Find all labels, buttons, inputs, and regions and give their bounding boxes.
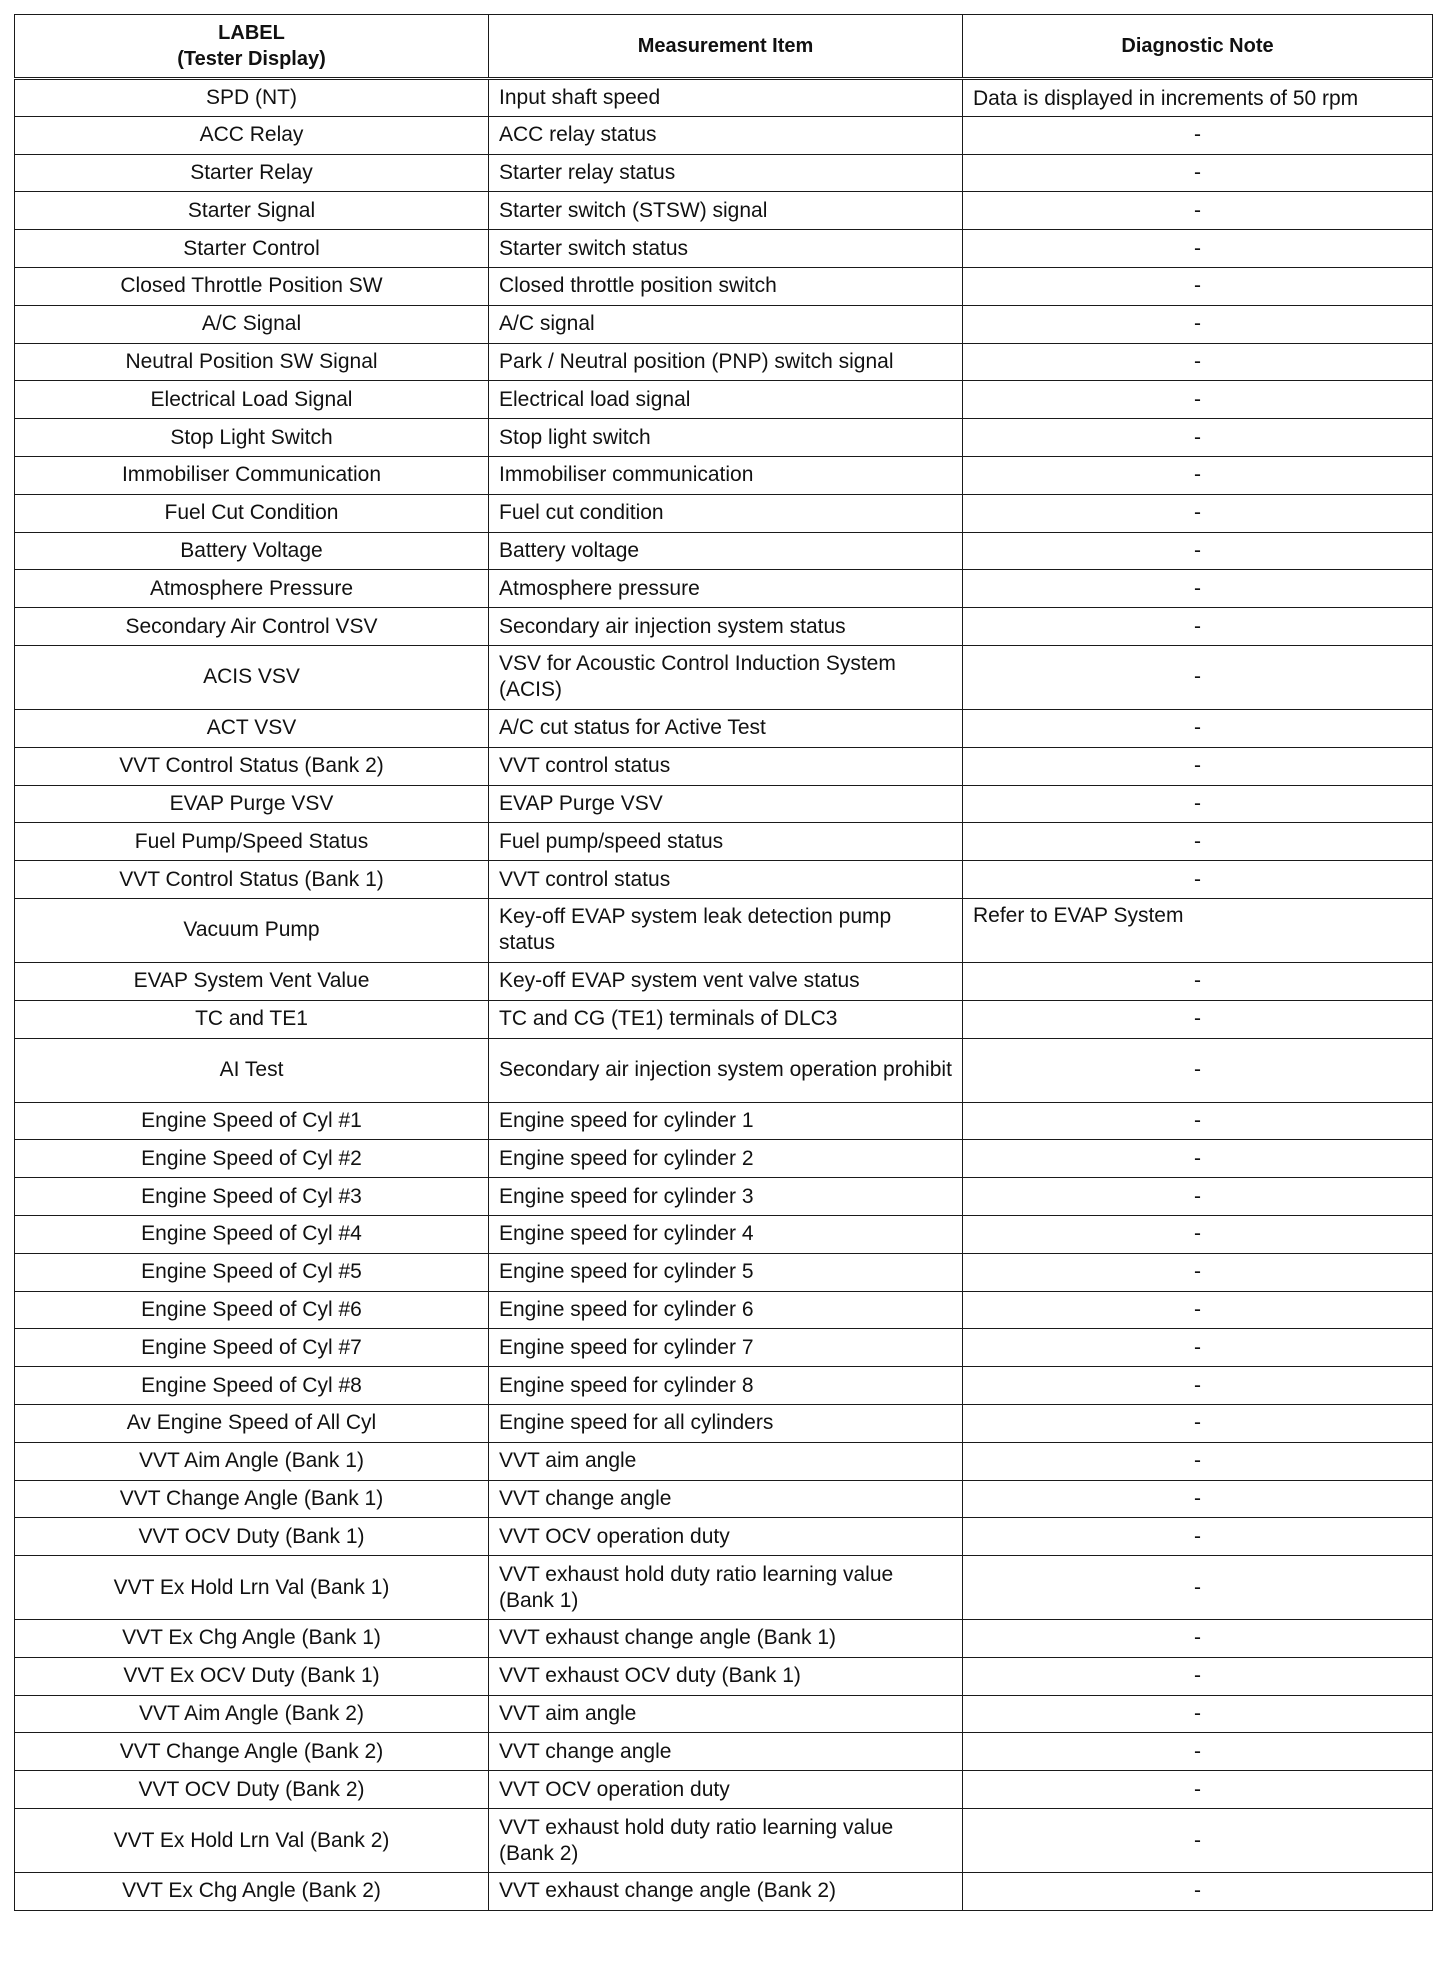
cell-measurement-item: VSV for Acoustic Control Induction System (ACIS) [489, 645, 963, 709]
table-row [15, 1657, 1433, 1695]
cell-diagnostic-note: - [963, 608, 1433, 646]
cell-measurement-item: Engine speed for cylinder 2 [489, 1140, 963, 1178]
cell-diagnostic-note: - [963, 1873, 1433, 1911]
cell-diagnostic-note: - [963, 1000, 1433, 1038]
cell-label: VVT Change Angle (Bank 2) [15, 1733, 489, 1771]
table-row [15, 1404, 1433, 1442]
cell-label: VVT Control Status (Bank 2) [15, 747, 489, 785]
cell-measurement-item: Atmosphere pressure [489, 570, 963, 608]
cell-measurement-item: Park / Neutral position (PNP) switch signal [489, 343, 963, 381]
cell-diagnostic-note: - [963, 1367, 1433, 1405]
cell-label: VVT Aim Angle (Bank 1) [15, 1442, 489, 1480]
cell-diagnostic-note: - [963, 861, 1433, 899]
cell-label: Engine Speed of Cyl #1 [15, 1102, 489, 1140]
cell-measurement-item: Engine speed for cylinder 4 [489, 1215, 963, 1253]
cell-diagnostic-note: - [963, 1518, 1433, 1556]
cell-label: ACC Relay [15, 116, 489, 154]
cell-diagnostic-note: - [963, 192, 1433, 230]
table-row [15, 1038, 1433, 1102]
cell-diagnostic-note: - [963, 1140, 1433, 1178]
table-row [15, 898, 1433, 962]
cell-label: Starter Signal [15, 192, 489, 230]
cell-diagnostic-note: - [963, 1771, 1433, 1809]
cell-measurement-item: Engine speed for cylinder 8 [489, 1367, 963, 1405]
cell-diagnostic-note: - [963, 645, 1433, 709]
cell-label: VVT Ex Chg Angle (Bank 2) [15, 1873, 489, 1911]
cell-measurement-item: VVT exhaust change angle (Bank 2) [489, 1873, 963, 1911]
cell-label: VVT OCV Duty (Bank 1) [15, 1518, 489, 1556]
table-row [15, 79, 1433, 117]
cell-label: Electrical Load Signal [15, 381, 489, 419]
cell-label: Atmosphere Pressure [15, 570, 489, 608]
cell-measurement-item: Secondary air injection system operation prohibit [489, 1038, 963, 1102]
table-row [15, 494, 1433, 532]
cell-measurement-item: VVT change angle [489, 1733, 963, 1771]
table-row [15, 1442, 1433, 1480]
cell-label: VVT Control Status (Bank 1) [15, 861, 489, 899]
data-list-sheet [14, 14, 1432, 1911]
cell-label: EVAP System Vent Value [15, 962, 489, 1000]
cell-diagnostic-note: - [963, 1733, 1433, 1771]
cell-measurement-item: Engine speed for cylinder 5 [489, 1253, 963, 1291]
table-row [15, 116, 1433, 154]
cell-measurement-item: Starter switch status [489, 230, 963, 268]
table-row [15, 747, 1433, 785]
cell-label: Av Engine Speed of All Cyl [15, 1404, 489, 1442]
table-row [15, 305, 1433, 343]
cell-diagnostic-note: - [963, 1442, 1433, 1480]
cell-measurement-item: Key-off EVAP system leak detection pump status [489, 898, 963, 962]
table-row [15, 1102, 1433, 1140]
cell-diagnostic-note: - [963, 116, 1433, 154]
table-row [15, 267, 1433, 305]
cell-diagnostic-note: - [963, 1809, 1433, 1873]
table-row [15, 1518, 1433, 1556]
cell-label: TC and TE1 [15, 1000, 489, 1038]
table-row [15, 1873, 1433, 1911]
cell-diagnostic-note: - [963, 1291, 1433, 1329]
table-row [15, 962, 1433, 1000]
cell-diagnostic-note: - [963, 785, 1433, 823]
cell-measurement-item: Stop light switch [489, 419, 963, 457]
cell-label: VVT Ex OCV Duty (Bank 1) [15, 1657, 489, 1695]
table-row [15, 154, 1433, 192]
cell-label: Starter Relay [15, 154, 489, 192]
table-row [15, 608, 1433, 646]
cell-measurement-item: Secondary air injection system status [489, 608, 963, 646]
cell-label: VVT Ex Hold Lrn Val (Bank 2) [15, 1809, 489, 1873]
table-header [15, 15, 1433, 79]
table-row [15, 1480, 1433, 1518]
cell-label: VVT Change Angle (Bank 1) [15, 1480, 489, 1518]
cell-diagnostic-note: - [963, 1329, 1433, 1367]
cell-measurement-item: Key-off EVAP system vent valve status [489, 962, 963, 1000]
table-row [15, 1291, 1433, 1329]
cell-diagnostic-note: - [963, 305, 1433, 343]
cell-diagnostic-note: - [963, 1657, 1433, 1695]
cell-measurement-item: VVT exhaust OCV duty (Bank 1) [489, 1657, 963, 1695]
cell-diagnostic-note: - [963, 154, 1433, 192]
cell-diagnostic-note: - [963, 1404, 1433, 1442]
cell-diagnostic-note: - [963, 1038, 1433, 1102]
table-row [15, 1000, 1433, 1038]
cell-label: EVAP Purge VSV [15, 785, 489, 823]
cell-measurement-item: Engine speed for all cylinders [489, 1404, 963, 1442]
cell-measurement-item: Engine speed for cylinder 7 [489, 1329, 963, 1367]
cell-label: SPD (NT) [15, 79, 489, 117]
table-row [15, 1329, 1433, 1367]
cell-measurement-item: Engine speed for cylinder 6 [489, 1291, 963, 1329]
cell-measurement-item: VVT aim angle [489, 1695, 963, 1733]
cell-label: Engine Speed of Cyl #8 [15, 1367, 489, 1405]
table-row [15, 785, 1433, 823]
cell-diagnostic-note: - [963, 494, 1433, 532]
cell-label: Closed Throttle Position SW [15, 267, 489, 305]
table-row [15, 381, 1433, 419]
cell-measurement-item: VVT exhaust hold duty ratio learning value (Bank 1) [489, 1556, 963, 1620]
cell-diagnostic-note: - [963, 570, 1433, 608]
cell-label: Engine Speed of Cyl #7 [15, 1329, 489, 1367]
table-row [15, 823, 1433, 861]
cell-diagnostic-note: - [963, 230, 1433, 268]
cell-diagnostic-note: - [963, 532, 1433, 570]
cell-label: Engine Speed of Cyl #6 [15, 1291, 489, 1329]
table-row [15, 861, 1433, 899]
table-row [15, 1215, 1433, 1253]
cell-label: Engine Speed of Cyl #5 [15, 1253, 489, 1291]
cell-label: Vacuum Pump [15, 898, 489, 962]
cell-measurement-item: VVT change angle [489, 1480, 963, 1518]
cell-diagnostic-note: - [963, 1102, 1433, 1140]
cell-label: AI Test [15, 1038, 489, 1102]
cell-label: Stop Light Switch [15, 419, 489, 457]
cell-measurement-item: TC and CG (TE1) terminals of DLC3 [489, 1000, 963, 1038]
cell-label: Engine Speed of Cyl #2 [15, 1140, 489, 1178]
cell-label: Immobiliser Communication [15, 456, 489, 494]
header-label [15, 15, 489, 79]
table-row [15, 1556, 1433, 1620]
header-label-line1: LABEL [218, 22, 285, 44]
cell-diagnostic-note: - [963, 709, 1433, 747]
cell-label: Fuel Cut Condition [15, 494, 489, 532]
header-row [15, 15, 1433, 79]
cell-label: VVT Ex Chg Angle (Bank 1) [15, 1620, 489, 1658]
cell-diagnostic-note: - [963, 962, 1433, 1000]
table-row [15, 1178, 1433, 1216]
cell-label: Secondary Air Control VSV [15, 608, 489, 646]
cell-measurement-item: Starter switch (STSW) signal [489, 192, 963, 230]
cell-label: Starter Control [15, 230, 489, 268]
data-list-table [14, 14, 1433, 1911]
cell-measurement-item: VVT aim angle [489, 1442, 963, 1480]
table-row [15, 343, 1433, 381]
cell-label: VVT Aim Angle (Bank 2) [15, 1695, 489, 1733]
cell-diagnostic-note: - [963, 747, 1433, 785]
cell-label: Battery Voltage [15, 532, 489, 570]
cell-diagnostic-note: - [963, 1215, 1433, 1253]
table-row [15, 709, 1433, 747]
table-row [15, 192, 1433, 230]
cell-measurement-item: Engine speed for cylinder 3 [489, 1178, 963, 1216]
cell-measurement-item: ACC relay status [489, 116, 963, 154]
cell-label: VVT OCV Duty (Bank 2) [15, 1771, 489, 1809]
cell-measurement-item: Input shaft speed [489, 79, 963, 117]
cell-diagnostic-note: - [963, 1253, 1433, 1291]
table-row [15, 1733, 1433, 1771]
cell-label: Engine Speed of Cyl #4 [15, 1215, 489, 1253]
cell-measurement-item: A/C cut status for Active Test [489, 709, 963, 747]
cell-measurement-item: Engine speed for cylinder 1 [489, 1102, 963, 1140]
cell-measurement-item: Immobiliser communication [489, 456, 963, 494]
table-row [15, 645, 1433, 709]
cell-measurement-item: VVT control status [489, 861, 963, 899]
cell-measurement-item: Closed throttle position switch [489, 267, 963, 305]
cell-label: Fuel Pump/Speed Status [15, 823, 489, 861]
cell-label: Neutral Position SW Signal [15, 343, 489, 381]
table-row [15, 1771, 1433, 1809]
header-diagnostic-note: Diagnostic Note [963, 15, 1433, 79]
cell-measurement-item: Fuel pump/speed status [489, 823, 963, 861]
cell-measurement-item: Electrical load signal [489, 381, 963, 419]
cell-diagnostic-note: - [963, 456, 1433, 494]
cell-measurement-item: VVT OCV operation duty [489, 1518, 963, 1556]
table-row [15, 419, 1433, 457]
cell-diagnostic-note: - [963, 381, 1433, 419]
cell-measurement-item: Starter relay status [489, 154, 963, 192]
cell-diagnostic-note: - [963, 1556, 1433, 1620]
cell-measurement-item: Fuel cut condition [489, 494, 963, 532]
table-row [15, 570, 1433, 608]
cell-diagnostic-note: - [963, 823, 1433, 861]
table-row [15, 1253, 1433, 1291]
cell-measurement-item: VVT exhaust hold duty ratio learning value (Bank 2) [489, 1809, 963, 1873]
cell-diagnostic-note: Data is displayed in increments of 50 rpm [963, 79, 1433, 117]
cell-diagnostic-note: - [963, 1480, 1433, 1518]
header-label-line2: (Tester Display) [177, 48, 326, 70]
cell-measurement-item: EVAP Purge VSV [489, 785, 963, 823]
cell-measurement-item: VVT exhaust change angle (Bank 1) [489, 1620, 963, 1658]
cell-diagnostic-note: - [963, 343, 1433, 381]
table-row [15, 1695, 1433, 1733]
cell-diagnostic-note: - [963, 267, 1433, 305]
cell-diagnostic-note: - [963, 419, 1433, 457]
cell-label: ACT VSV [15, 709, 489, 747]
cell-diagnostic-note: - [963, 1178, 1433, 1216]
table-row [15, 1809, 1433, 1873]
cell-diagnostic-note: - [963, 1695, 1433, 1733]
table-row [15, 230, 1433, 268]
cell-label: A/C Signal [15, 305, 489, 343]
cell-label: ACIS VSV [15, 645, 489, 709]
table-row [15, 1367, 1433, 1405]
cell-diagnostic-note: Refer to EVAP System [963, 898, 1433, 962]
cell-label: Engine Speed of Cyl #3 [15, 1178, 489, 1216]
cell-measurement-item: Battery voltage [489, 532, 963, 570]
table-row [15, 532, 1433, 570]
cell-measurement-item: VVT control status [489, 747, 963, 785]
table-row [15, 1620, 1433, 1658]
cell-label: VVT Ex Hold Lrn Val (Bank 1) [15, 1556, 489, 1620]
cell-measurement-item: VVT OCV operation duty [489, 1771, 963, 1809]
cell-diagnostic-note: - [963, 1620, 1433, 1658]
cell-measurement-item: A/C signal [489, 305, 963, 343]
table-body [15, 79, 1433, 1911]
header-measurement-item: Measurement Item [489, 15, 963, 79]
table-row [15, 456, 1433, 494]
table-row [15, 1140, 1433, 1178]
